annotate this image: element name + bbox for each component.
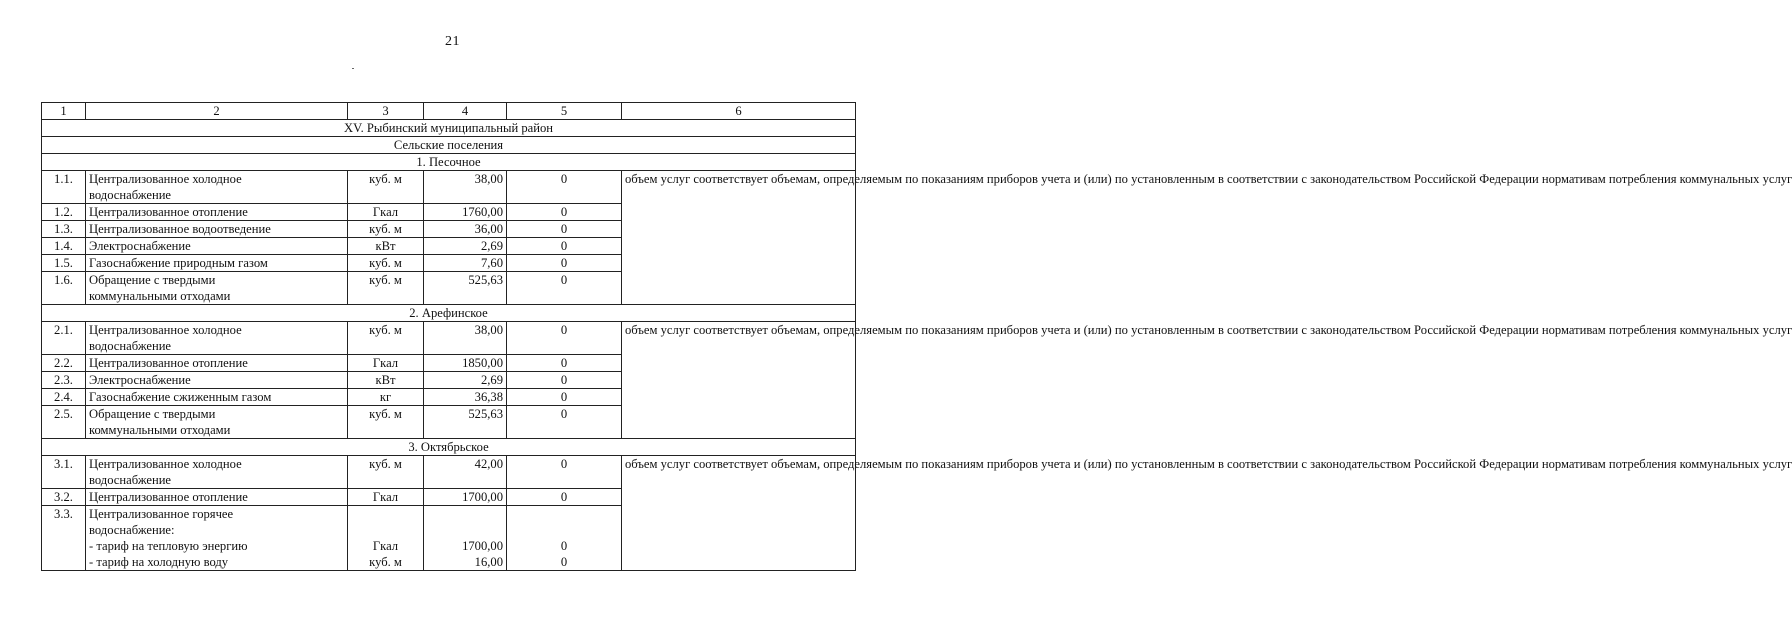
service-name-line: Централизованное горячее <box>89 507 234 521</box>
volume-value <box>424 506 507 571</box>
row-number: 3.3. <box>42 506 86 571</box>
table-row <box>42 171 856 204</box>
service-name <box>86 406 348 439</box>
volume-value: 36,38 <box>424 389 507 406</box>
group-note: объем услуг соответствует объемам, определяемым по показаниям приборов учета и (или) по установленным в соответствии с законодательством Российской Федерации нормативам потребления коммунальных услуг <box>622 322 856 439</box>
column-header: 4 <box>424 103 507 120</box>
unit: куб. м <box>348 255 424 272</box>
column5-value: 0 <box>507 389 622 406</box>
row-number: 2.5. <box>42 406 86 439</box>
unit-line <box>351 506 420 522</box>
column5-value: 0 <box>507 221 622 238</box>
service-name-line: - тариф на холодную воду <box>89 555 229 569</box>
service-name <box>86 171 348 204</box>
column5-value <box>507 506 622 571</box>
unit: кг <box>348 389 424 406</box>
row-number: 1.2. <box>42 204 86 221</box>
group-title-row <box>42 439 856 456</box>
table-row <box>42 322 856 355</box>
unit: куб. м <box>348 456 424 489</box>
column5-value: 0 <box>507 489 622 506</box>
row-number: 2.2. <box>42 355 86 372</box>
column-header-row <box>42 103 856 120</box>
service-name-line: Электроснабжение <box>89 239 191 253</box>
column5-value: 0 <box>507 406 622 439</box>
service-name-line: Централизованное холодное <box>89 457 242 471</box>
unit: куб. м <box>348 322 424 355</box>
service-name-line: водоснабжение <box>89 188 172 202</box>
column5-value: 0 <box>507 171 622 204</box>
column-header: 1 <box>42 103 86 120</box>
row-number: 3.1. <box>42 456 86 489</box>
column5-value-line <box>510 522 618 538</box>
row-number: 1.5. <box>42 255 86 272</box>
service-name <box>86 456 348 489</box>
scan-speck <box>352 68 354 69</box>
volume-value-line <box>427 522 503 538</box>
row-number: 2.3. <box>42 372 86 389</box>
volume-value: 42,00 <box>424 456 507 489</box>
service-name-line: Централизованное холодное <box>89 323 242 337</box>
service-name-line: Централизованное отопление <box>89 205 248 219</box>
unit: Гкал <box>348 489 424 506</box>
column5-value: 0 <box>507 255 622 272</box>
service-name <box>86 506 348 571</box>
column5-value: 0 <box>507 238 622 255</box>
service-name-line: Обращение с твердыми <box>89 407 216 421</box>
row-number: 1.6. <box>42 272 86 305</box>
service-name <box>86 355 348 372</box>
subtitle-row <box>42 137 856 154</box>
service-name <box>86 272 348 305</box>
column-header: 3 <box>348 103 424 120</box>
service-name <box>86 372 348 389</box>
column5-value: 0 <box>507 272 622 305</box>
column5-value: 0 <box>507 204 622 221</box>
service-name-line: Централизованное отопление <box>89 356 248 370</box>
unit: кВт <box>348 372 424 389</box>
column5-value: 0 <box>507 456 622 489</box>
unit: куб. м <box>348 272 424 305</box>
row-number: 1.3. <box>42 221 86 238</box>
column-header: 6 <box>622 103 856 120</box>
settlements-subtitle: Сельские поселения <box>42 137 856 154</box>
service-name-line: Газоснабжение сжиженным газом <box>89 390 272 404</box>
row-number: 2.1. <box>42 322 86 355</box>
service-name-line: Централизованное отопление <box>89 490 248 504</box>
volume-value: 7,60 <box>424 255 507 272</box>
table-row <box>42 456 856 489</box>
table-body <box>42 103 1792 571</box>
volume-value: 1850,00 <box>424 355 507 372</box>
service-name <box>86 255 348 272</box>
row-number: 3.2. <box>42 489 86 506</box>
service-name-line: Централизованное водоотведение <box>89 222 271 236</box>
volume-value-line <box>427 506 503 522</box>
group-title: 1. Песочное <box>42 154 856 171</box>
unit: кВт <box>348 238 424 255</box>
column5-value: 0 <box>507 355 622 372</box>
unit <box>348 506 424 571</box>
service-name-line: Электроснабжение <box>89 373 191 387</box>
page-number: 21 <box>445 34 460 49</box>
service-name-line: водоснабжение <box>89 339 172 353</box>
unit-line <box>351 522 420 538</box>
row-number: 2.4. <box>42 389 86 406</box>
volume-value-line: 1700,00 <box>462 539 503 553</box>
region-title-row <box>42 120 856 137</box>
column5-value: 0 <box>507 322 622 355</box>
region-title: XV. Рыбинский муниципальный район <box>42 120 856 137</box>
group-title: 2. Арефинское <box>42 305 856 322</box>
row-number: 1.1. <box>42 171 86 204</box>
service-name <box>86 389 348 406</box>
service-name-line: водоснабжение <box>89 473 172 487</box>
volume-value: 2,69 <box>424 238 507 255</box>
service-name <box>86 489 348 506</box>
volume-value: 1700,00 <box>424 489 507 506</box>
volume-value-line: 16,00 <box>474 555 503 569</box>
column5-value-line: 0 <box>560 539 568 553</box>
service-name-line: коммунальными отходами <box>89 289 231 303</box>
service-name-line: - тариф на тепловую энергию <box>89 539 248 553</box>
unit: куб. м <box>348 221 424 238</box>
service-name-line: Газоснабжение природным газом <box>89 256 268 270</box>
volume-value: 2,69 <box>424 372 507 389</box>
volume-value: 525,63 <box>424 406 507 439</box>
column-header: 2 <box>86 103 348 120</box>
volume-value: 1760,00 <box>424 204 507 221</box>
column5-value: 0 <box>507 372 622 389</box>
volume-value: 38,00 <box>424 171 507 204</box>
unit: куб. м <box>348 406 424 439</box>
service-name <box>86 221 348 238</box>
unit-line: Гкал <box>372 539 399 553</box>
service-name <box>86 204 348 221</box>
group-note: объем услуг соответствует объемам, определяемым по показаниям приборов учета и (или) по установленным в соответствии с законодательством Российской Федерации нормативам потребления коммунальных услуг <box>622 171 856 305</box>
unit: куб. м <box>348 171 424 204</box>
group-note: объем услуг соответствует объемам, определяемым по показаниям приборов учета и (или) по установленным в соответствии с законодательством Российской Федерации нормативам потребления коммунальных услуг <box>622 456 856 571</box>
column5-value-line <box>510 506 618 522</box>
volume-value: 38,00 <box>424 322 507 355</box>
column5-value-line: 0 <box>560 555 568 569</box>
volume-value: 525,63 <box>424 272 507 305</box>
column-header: 5 <box>507 103 622 120</box>
group-title-row <box>42 305 856 322</box>
service-name-line: водоснабжение: <box>89 523 175 537</box>
row-number: 1.4. <box>42 238 86 255</box>
service-name <box>86 238 348 255</box>
volume-value: 36,00 <box>424 221 507 238</box>
data-table <box>41 102 1792 571</box>
group-title: 3. Октябрьское <box>42 439 856 456</box>
service-name-line: коммунальными отходами <box>89 423 231 437</box>
group-title-row <box>42 154 856 171</box>
unit: Гкал <box>348 355 424 372</box>
unit: Гкал <box>348 204 424 221</box>
unit-line: куб. м <box>369 555 402 569</box>
service-name <box>86 322 348 355</box>
service-name-line: Централизованное холодное <box>89 172 242 186</box>
service-name-line: Обращение с твердыми <box>89 273 216 287</box>
